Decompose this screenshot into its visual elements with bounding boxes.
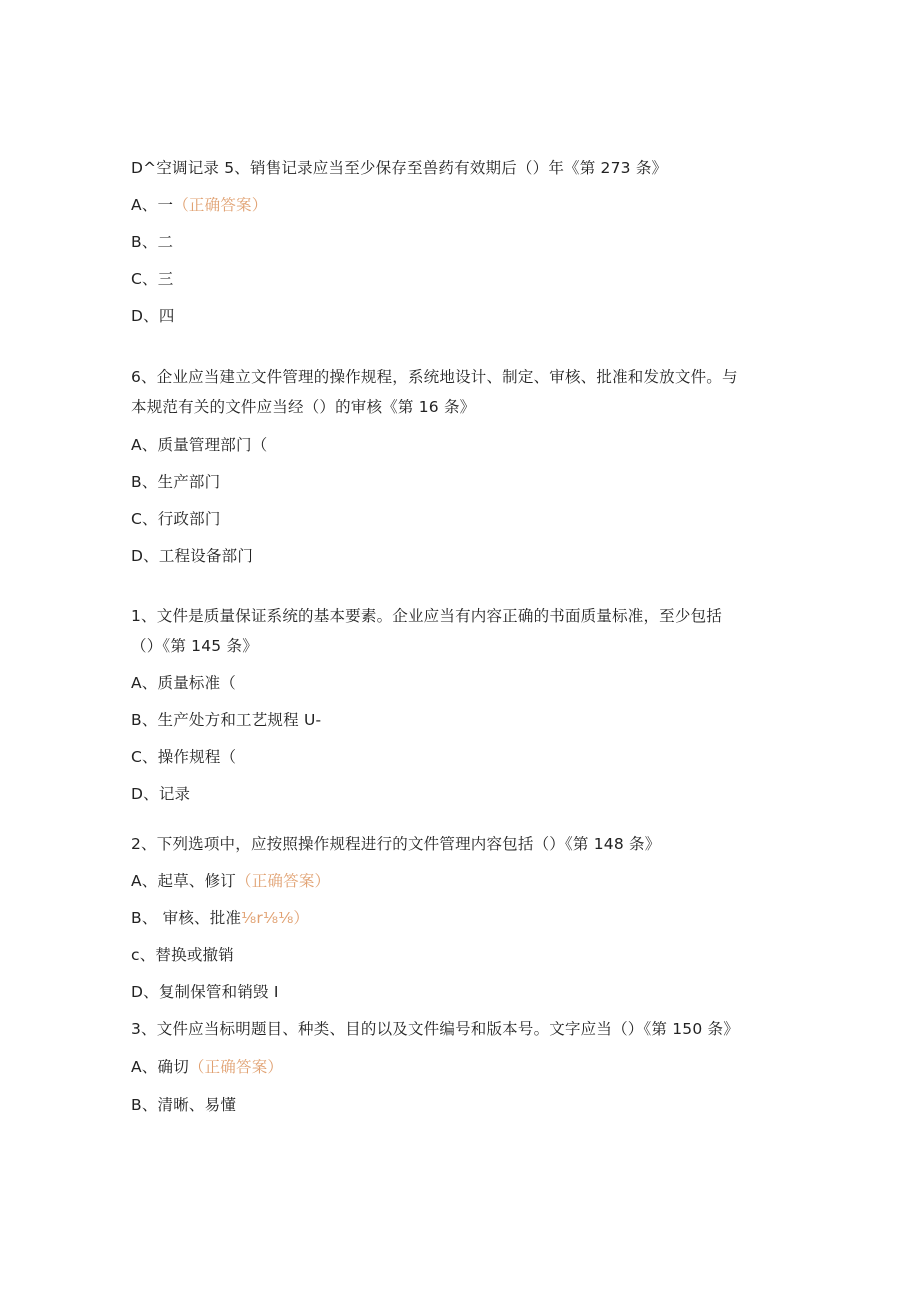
option-line: D、四	[131, 307, 175, 325]
question-text: 2、下列选项中，应按照操作规程进行的文件管理内容包括（）《第 148 条》	[131, 835, 661, 853]
option-line: C、三	[131, 270, 174, 288]
option-line: c、替换或撤销	[131, 946, 234, 964]
correct-answer-mark: （正确答案）	[236, 872, 331, 890]
question-text: D^空调记录 5、销售记录应当至少保存至兽药有效期后（）年《第 273 条》	[131, 159, 668, 177]
question-text: 3、文件应当标明题目、种类、目的以及文件编号和版本号。文字应当（）《第 150 条》	[131, 1020, 739, 1038]
option-line: A、质量管理部门（	[131, 436, 268, 454]
correct-answer-mark: （正确答案）	[188, 1058, 284, 1076]
question-text: 本规范有关的文件应当经（）的审核《第 16 条》	[131, 398, 476, 416]
question-text: 1、文件是质量保证系统的基本要素。企业应当有内容正确的书面质量标准，至少包括	[131, 607, 722, 625]
option-line: A、一（正确答案）	[131, 196, 268, 214]
option-line: B、清晰、易懂	[131, 1096, 237, 1114]
question-text: 6、企业应当建立文件管理的操作规程，系统地设计、制定、审核、批准和发放文件。与	[131, 368, 738, 386]
option-line: B、生产部门	[131, 473, 221, 491]
option-line: A、确切（正确答案）	[131, 1058, 284, 1076]
option-line: B、 审核、批准⅛r⅛⅛）	[131, 909, 310, 927]
option-line: C、操作规程（	[131, 748, 237, 766]
question-text: （）《第 145 条》	[131, 637, 258, 655]
option-line: A、起草、修订（正确答案）	[131, 872, 331, 890]
option-line: D、工程设备部门	[131, 547, 254, 565]
option-line: D、复制保管和销毁 I	[131, 983, 279, 1001]
correct-answer-mark: ⅛r⅛⅛）	[241, 909, 310, 927]
option-line: C、行政部门	[131, 510, 221, 528]
option-line: A、质量标准（	[131, 674, 237, 692]
option-line: D、记录	[131, 785, 191, 803]
option-line: B、生产处方和工艺规程 U-	[131, 711, 322, 729]
option-line: B、二	[131, 233, 174, 251]
correct-answer-mark: （正确答案）	[173, 196, 268, 214]
